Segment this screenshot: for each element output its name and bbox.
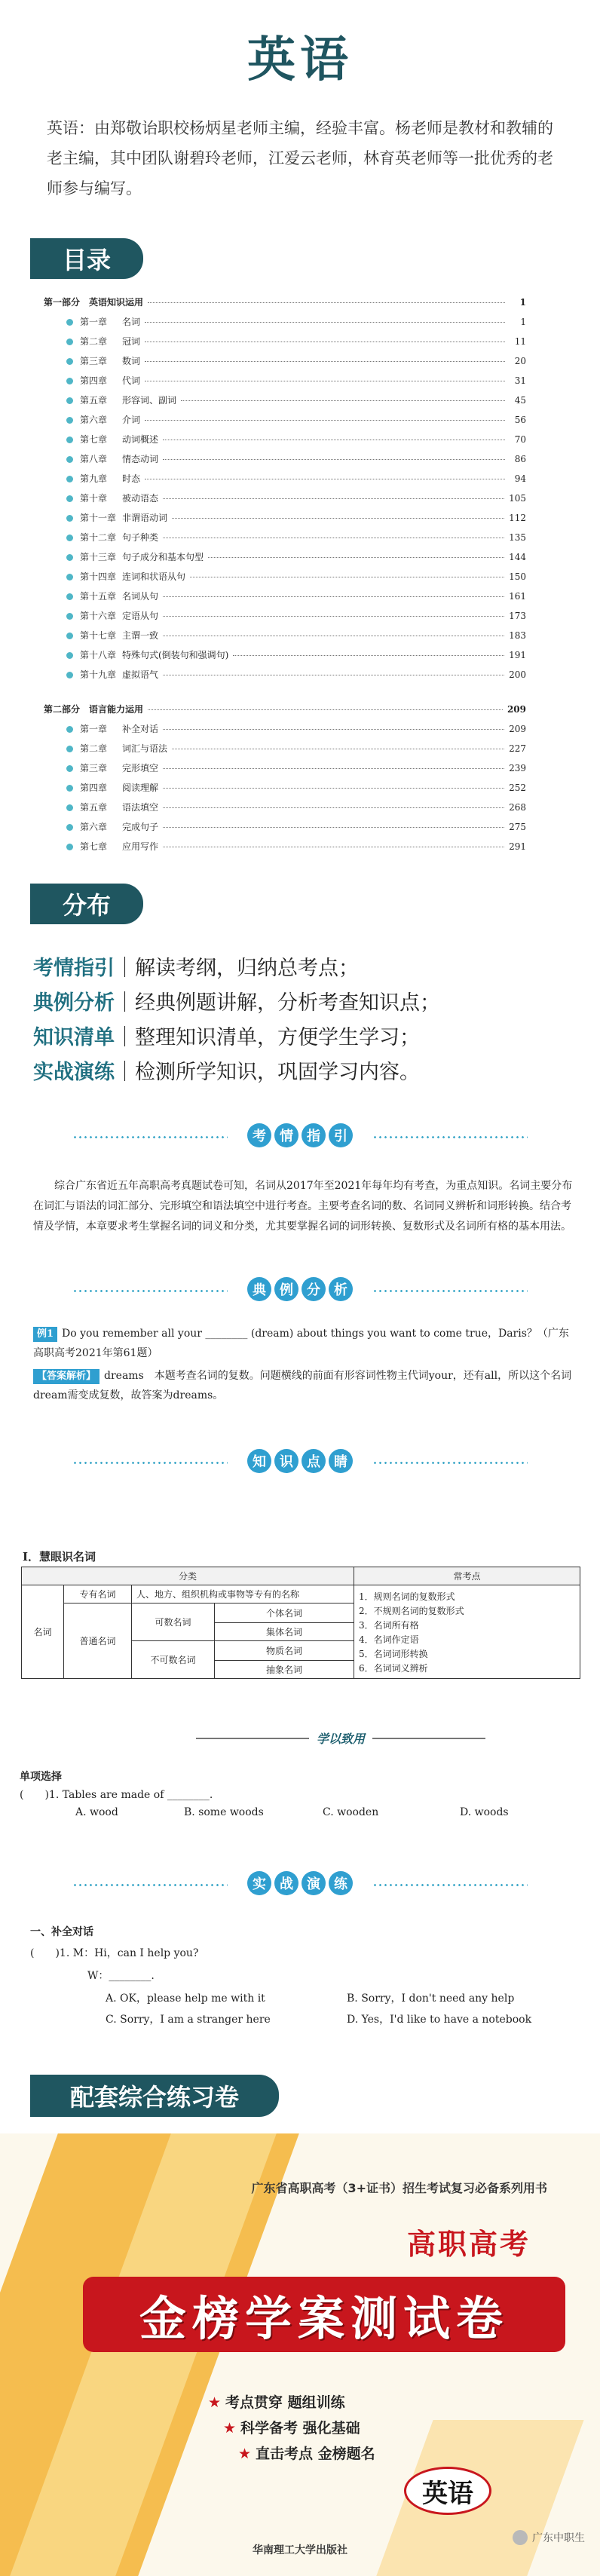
toc-item[interactable] [66,472,526,485]
toc-page: 11 [514,336,526,347]
toc-name: 动词概述 [122,434,159,445]
table-cell-proper-desc: 人、地方、组织机构或事物等专有的名称 [132,1585,354,1603]
toc-name: 情态动词 [122,454,159,464]
watermark [513,2530,585,2545]
toc-item[interactable] [66,570,526,584]
toc-leader [233,655,504,656]
section-chars [240,1277,360,1301]
toc-name: 非谓语动词 [122,513,168,523]
cover-feature [223,2417,360,2437]
toc-page: 150 [509,571,526,582]
toc-page: 94 [514,473,526,484]
distribution-key: 典例分析 [33,991,115,1015]
toc-page: 268 [509,802,526,813]
toc-leader [148,302,505,303]
toc-name: 名词从句 [122,591,159,602]
stamp-line [196,1738,309,1739]
distribution-key: 实战演练 [33,1061,115,1084]
toc-page: 183 [509,630,526,641]
toc-name: 补全对话 [122,724,159,734]
toc-item[interactable] [66,452,526,466]
toc-item[interactable] [66,315,526,329]
toc-chapter: 第十五章 [80,591,117,602]
dotted-line [372,1290,528,1292]
bullet-icon [66,397,73,404]
feature-text: 直击考点 金榜题名 [256,2446,375,2462]
toc-chapter: 第十章 [80,493,108,504]
toc-item[interactable] [66,335,526,348]
section-char: 指 [302,1123,326,1147]
answer-tag: 【答案解析】 [33,1369,99,1384]
toc-page: 209 [507,704,526,715]
learn-use-heading: 单项选择 [20,1771,62,1783]
dotted-line [372,1136,528,1138]
toc-chapter: 第十七章 [80,630,117,641]
toc-name: 时态 [122,473,141,484]
toc-name: 定语从句 [122,611,159,621]
toc-item[interactable] [66,648,526,662]
toc-name: 代词 [122,375,141,386]
toc-item[interactable] [66,722,526,736]
toc-item[interactable] [66,781,526,795]
point-item: 6．名词词义辨析 [359,1663,428,1674]
distribution-text: ｜检测所学知识，巩固学习内容。 [115,1061,420,1084]
toc-page: 227 [509,743,526,754]
toc-chapter: 第十九章 [80,669,117,680]
toc-chapter: 第一章 [80,317,108,327]
bullet-icon [66,495,73,502]
toc-chapter: 第二章 [80,743,108,754]
section-char: 练 [329,1871,353,1895]
toc-name: 阅读理解 [122,783,159,793]
toc-item[interactable] [66,840,526,853]
section-char: 战 [274,1871,298,1895]
practice-question: ( )1. M：Hi，can I help you? [30,1947,199,1959]
cover-feature [238,2443,375,2463]
toc-chapter: 第一章 [80,724,108,734]
intro-text: 英语：由郑敬诒职校杨炳星老师主编，经验丰富。杨老师是教材和教辅的老主编，其中团队谢碧玲老师，江爱云老师，林育英老师等一批优秀的老师参与编写。 [47,119,553,198]
toc-item[interactable] [66,801,526,814]
guide-paragraph: 综合广东省近五年高职高考真题试卷可知，名词从2017年至2021年每年均有考查，为重点知识。名词主要分布在词汇与语法的词汇部分、完形填空和语法填空中进行考查。主要考查名词的数、名词同义辨析和词形转换。结合考情及学情，本章要求考生掌握名词的词义和分类，尤其要掌握名词的词形转换、复数形式及名词所有格的基本用法。 [33,1180,573,1233]
cover-main-title: 金榜学案测试卷 [139,2290,509,2346]
toc-name: 冠词 [122,336,141,347]
toc-item[interactable] [66,374,526,387]
toc-chapter: 第三章 [80,763,108,773]
point-item: 2．不规则名词的复数形式 [359,1606,464,1616]
option-b[interactable]: B. Sorry，I don't need any help [347,1992,515,2005]
dotted-line [372,1462,528,1464]
bullet-icon [66,515,73,522]
section-chars [240,1123,360,1147]
toc-name: 主谓一致 [122,630,159,641]
section-char: 点 [302,1449,326,1473]
toc-leader [208,557,504,558]
toc-page: 56 [514,415,526,425]
knowledge-table [21,1567,580,1679]
toc-page: 161 [509,591,526,602]
toc-part-name: 第二部分 语言能力运用 [44,704,144,715]
option-a[interactable]: A. wood [75,1806,118,1818]
bullet-icon [66,534,73,541]
bullet-icon [66,824,73,831]
bullet-icon [66,593,73,600]
table-cell-common: 普通名词 [64,1603,132,1679]
toc-name: 连词和状语从句 [122,571,186,582]
table-cell-type: 集体名词 [215,1623,354,1641]
bullet-icon [66,456,73,463]
toc-chapter: 第五章 [80,395,108,406]
cover-subtitle: 高职高考 [406,2228,531,2261]
learn-use-stamp [196,1729,485,1747]
toc-chapter: 第十二章 [80,532,117,543]
bullet-icon [66,765,73,772]
bullet-icon [66,804,73,811]
bullet-icon [66,476,73,482]
feature-text: 考点贯穿 题组训练 [225,2394,345,2411]
toc-item[interactable] [66,433,526,446]
section-header-knowledge [0,1447,600,1478]
table-cell-type: 抽象名词 [215,1661,354,1679]
table-cell-uncountable: 不可数名词 [132,1641,215,1679]
toc-chapter: 第五章 [80,802,108,813]
toc-item[interactable] [66,354,526,368]
wechat-icon [513,2530,528,2545]
toc-chapter: 第八章 [80,454,108,464]
toc-item[interactable] [66,394,526,407]
toc-part-name: 第一部分 英语知识运用 [44,297,144,308]
toc-name: 形容词、副词 [122,395,177,406]
toc-chapter: 第十六章 [80,611,117,621]
toc-part-2[interactable] [44,703,526,716]
option-c[interactable]: C. wooden [323,1806,379,1818]
toc-part-1[interactable] [44,296,526,309]
toc-page: 252 [509,783,526,793]
table-cell-type: 个体名词 [215,1603,354,1623]
toc-item[interactable] [66,531,526,544]
learn-use-question: ( )1. Tables are made of ________. [20,1789,213,1801]
toc-leader [163,788,504,789]
toc-name: 被动语态 [122,493,159,504]
toc-item[interactable] [66,609,526,623]
bullet-icon [66,652,73,659]
distribution-key: 知识清单 [33,1026,115,1049]
toc-name: 特殊句式(倒装句和强调句) [122,650,229,660]
star-icon: ★ [238,2446,252,2462]
example-tag: 例1 [33,1327,57,1342]
distribution-text: ｜经典例题讲解，分析考查知识点； [115,991,440,1015]
toc-item[interactable] [66,629,526,642]
star-icon: ★ [208,2394,222,2411]
star-icon: ★ [223,2420,237,2437]
toc-leader [163,768,504,769]
distribution-item [33,951,359,981]
bullet-icon [66,633,73,639]
bullet-icon [66,746,73,752]
cover-subject-badge: 英语 [404,2467,491,2515]
toc-page: 209 [509,724,526,734]
learn-use-label: 学以致用 [317,1732,366,1746]
toc-name: 应用写作 [122,841,159,852]
toc-page: 239 [509,763,526,773]
distribution-item [33,1055,420,1085]
toc-chapter: 第六章 [80,415,108,425]
toc-leader [163,596,504,597]
section-char: 演 [302,1871,326,1895]
section-header-guide [0,1122,600,1152]
toc-page: 173 [509,611,526,621]
dotted-line [72,1884,228,1886]
table-header-points: 常考点 [354,1567,580,1585]
toc-page: 144 [509,552,526,562]
cover-feature [208,2391,345,2412]
toc-chapter: 第六章 [80,822,108,832]
option-b[interactable]: B. some woods [184,1806,264,1818]
toc-page: 31 [514,375,526,386]
toc-leader [145,361,505,362]
cover-series: 广东省高职高考（3+证书）招生考试复习必备系列用书 [251,2181,547,2195]
toc-chapter: 第七章 [80,841,108,852]
example-question [33,1324,577,1363]
feature-text: 科学备考 强化基础 [240,2420,360,2437]
toc-item[interactable] [66,742,526,755]
dotted-line [372,1884,528,1886]
section-char: 实 [247,1871,271,1895]
section-char: 分 [302,1277,326,1301]
toc-page: 1 [520,317,526,327]
toc-name: 完形填空 [122,763,159,773]
section-char: 识 [274,1449,298,1473]
toc-chapter: 第三章 [80,356,108,366]
toc-page: 291 [509,841,526,852]
toc-chapter: 第四章 [80,783,108,793]
watermark-text: 广东中职生 [532,2532,585,2544]
toc-page: 275 [509,822,526,832]
toc-name: 句子成分和基本句型 [122,552,204,562]
toc-leader [172,518,504,519]
toc-item[interactable] [66,761,526,775]
bullet-icon [66,417,73,424]
toc-name: 介词 [122,415,141,425]
toc-item[interactable] [66,550,526,564]
toc-leader [163,498,504,499]
toc-item[interactable] [66,413,526,427]
distribution-item [33,1021,420,1050]
bullet-icon [66,672,73,678]
toc-page: 70 [514,434,526,445]
section-char: 引 [329,1123,353,1147]
section-chars [240,1449,360,1473]
cover-title-band [83,2277,565,2352]
toc-page: 191 [509,650,526,660]
example-question-text: Do you remember all your ________ (dream) about things you want to come true，Daris？（广东高职高考2021年第61题） [33,1328,569,1359]
table-cell-type: 物质名词 [215,1641,354,1661]
bullet-icon [66,358,73,365]
dotted-line [72,1136,228,1138]
toc-name: 虚拟语气 [122,669,159,680]
toc-item[interactable] [66,590,526,603]
distribution-label: 分布 [30,884,143,924]
toc-chapter: 第四章 [80,375,108,386]
toc-item[interactable] [66,668,526,682]
toc-page: 45 [514,395,526,406]
toc-name: 词汇与语法 [122,743,168,754]
toc-name: 完成句子 [122,822,159,832]
distribution-item [33,986,440,1015]
table-cell-points [354,1585,580,1679]
section-char: 知 [247,1449,271,1473]
bullet-icon [66,613,73,620]
bullet-icon [66,319,73,326]
toc-label: 目录 [30,238,143,279]
toc-item[interactable] [66,492,526,505]
toc-leader [181,400,505,401]
practice-heading: 一、补全对话 [30,1926,93,1938]
point-item: 3．名词所有格 [359,1620,419,1631]
toc-leader [163,616,504,617]
toc-page: 86 [514,454,526,464]
toc-name: 数词 [122,356,141,366]
bullet-icon [66,554,73,561]
toc-page: 135 [509,532,526,543]
option-d[interactable]: D. Yes，I'd like to have a notebook [347,2014,532,2026]
toc-chapter: 第十三章 [80,552,117,562]
section-chars [240,1871,360,1895]
toc-item[interactable] [66,820,526,834]
toc-page: 105 [509,493,526,504]
toc-chapter: 第九章 [80,473,108,484]
toc-leader [145,420,505,421]
bullet-icon [66,378,73,384]
distribution-key: 考情指引 [33,957,115,980]
section-char: 典 [247,1277,271,1301]
toc-chapter: 第二章 [80,336,108,347]
practice-w-line: W：________. [87,1970,155,1982]
section-char: 情 [274,1123,298,1147]
table-row-head: 名词 [22,1585,64,1679]
option-a[interactable]: A. OK，please help me with it [106,1992,265,2005]
book-cover [0,2133,600,2576]
dotted-line [72,1462,228,1464]
bullet-icon [66,338,73,345]
section-char: 睛 [329,1449,353,1473]
toc-name: 句子种类 [122,532,159,543]
toc-page: 200 [509,669,526,680]
option-c[interactable]: C. Sorry，I am a stranger here [106,2014,271,2026]
toc-name: 语法填空 [122,802,159,813]
toc-leader [148,709,503,710]
section-char: 例 [274,1277,298,1301]
toc-leader [163,827,504,828]
cover-publisher: 华南理工大学出版社 [253,2544,347,2556]
point-item: 1．规则名词的复数形式 [359,1591,455,1602]
table-of-contents [44,296,526,876]
toc-leader [145,322,505,323]
section-char: 析 [329,1277,353,1301]
section-char: 考 [247,1123,271,1147]
section-header-practice [0,1870,600,1900]
option-d[interactable]: D. woods [460,1806,509,1818]
point-item: 4．名词作定语 [359,1634,419,1645]
cover-label: 配套综合练习卷 [30,2075,279,2117]
dotted-line [72,1290,228,1292]
bullet-icon [66,436,73,443]
table-cell-countable: 可数名词 [132,1603,215,1641]
stamp-line [372,1738,485,1739]
table-header-class: 分类 [22,1567,354,1585]
bullet-icon [66,726,73,733]
bullet-icon [66,844,73,850]
distribution-text: ｜整理知识清单，方便学生学习； [115,1026,420,1049]
toc-chapter: 第七章 [80,434,108,445]
toc-chapter: 第十八章 [80,650,117,660]
section-header-example [0,1276,600,1306]
bullet-icon [66,785,73,792]
toc-leader [163,729,504,730]
point-item: 5．名词词形转换 [359,1649,428,1659]
toc-chapter: 第十四章 [80,571,117,582]
toc-page: 112 [509,513,526,523]
toc-leader [163,807,504,808]
knowledge-title: Ⅰ．慧眼识名词 [23,1550,96,1564]
example-answer-text: dreams 本题考查名词的复数。问题横线的前面有形容词性物主代词your，还有all，所以这个名词dream需变成复数，故答案为dreams。 [33,1370,572,1401]
example-answer [33,1366,577,1405]
page-title: 英语 [247,32,353,88]
distribution-text: ｜解读考纲，归纳总考点； [115,957,359,980]
table-cell-proper: 专有名词 [64,1585,132,1603]
toc-page: 1 [519,297,526,308]
toc-chapter: 第十一章 [80,513,117,523]
toc-leader [163,459,505,460]
bullet-icon [66,574,73,580]
toc-page: 20 [514,356,526,366]
toc-item[interactable] [66,511,526,525]
toc-name: 名词 [122,317,141,327]
